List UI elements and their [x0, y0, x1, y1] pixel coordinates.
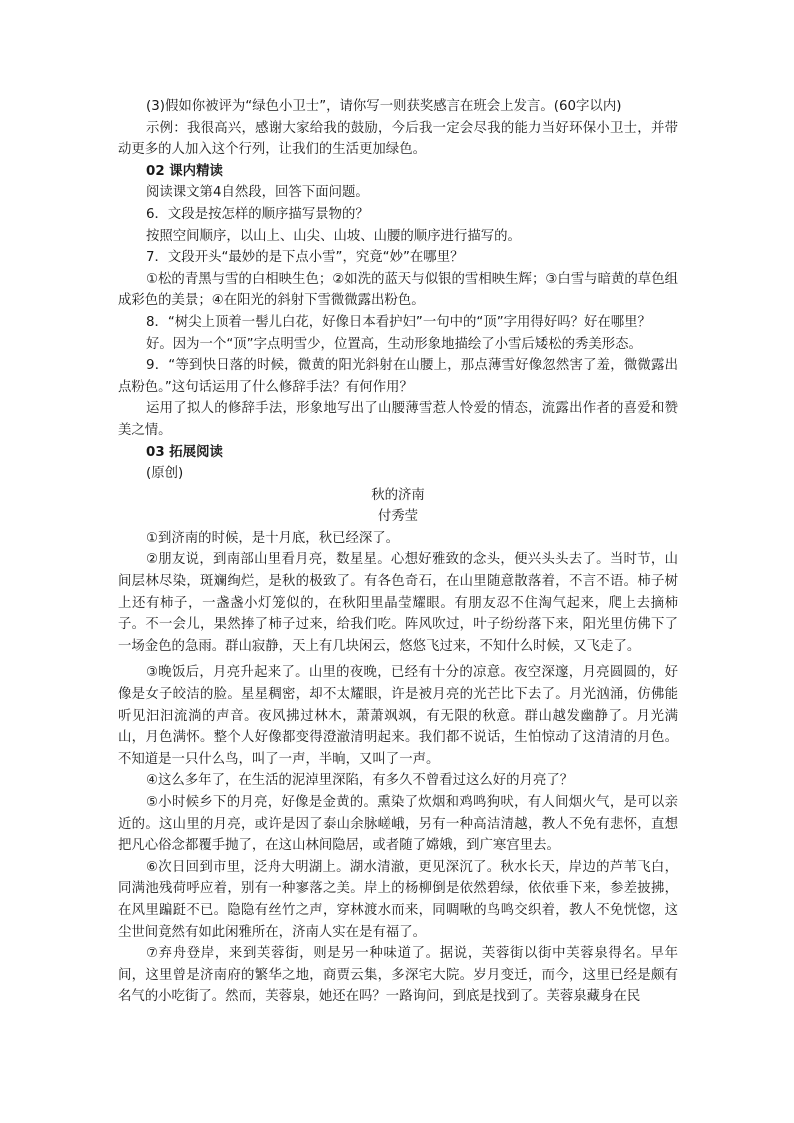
article-paragraph-2: ②朋友说，到南部山里看月亮，数星星。心想好雅致的念头，便兴头头去了。当时节，山间层林尽染，斑斓绚烂，是秋的极致了。有各色奇石，在山里随意散落着，不言不语。柿子树上还有柿子，一盏盏小灯笼似的，在秋阳里晶莹耀眼。有朋友忍不住淘气起来，爬上去摘柿子。不一会儿，果然捧了柿子过来，给我们吃。阵风吹过，叶子纷纷落下来，阳光里仿佛下了一场金色的急雨。群山寂静，天上有几块闲云，悠悠飞过来，不知什么时候，又飞走了。 — [118, 552, 678, 654]
article-paragraph-6: ⑥次日回到市里，泛舟大明湖上。湖水清澈，更见深沉了。秋水长天，岸边的芦苇飞白，同满池残荷呼应着，别有一种寥落之美。岸上的杨柳倒是依然碧绿，依依垂下来，参差披拂，在风里蹁跹不已。隐隐有丝竹之声，穿林渡水而来，同啁啾的鸟鸣交织着，教人不免恍惚，这尘世间竟然有如此闲雅所在，济南人实在是有福了。 — [118, 859, 678, 940]
source-note: (原创) — [146, 466, 184, 482]
answer-9: 运用了拟人的修辞手法，形象地写出了山腰薄雪惹人怜爱的情态，流露出作者的喜爱和赞美之情。 — [118, 401, 678, 438]
article-paragraph-3: ③晚饭后，月亮升起来了。山里的夜晚，已经有十分的凉意。夜空深邃，月亮圆圆的，好像是女子皎洁的脸。星星稠密，却不太耀眼，许是被月亮的光芒比下去了。月光汹涌，仿佛能听见汩汩流淌的声音。夜风拂过林木，萧萧飒飒，有无限的秋意。群山越发幽静了。月光满山，月色满怀。整个人好像都变得澄澈清明起来。我们都不说话，生怕惊动了这清清的月色。不知道是一只什么鸟，叫了一声，半晌，又叫了一声。 — [118, 665, 678, 767]
article-title: 秋的济南 — [371, 487, 425, 503]
reading-instruction: 阅读课文第4自然段，回答下面问题。 — [146, 185, 369, 201]
document-page — [118, 96, 678, 1008]
question-7: 7．文段开头“最妙的是下点小雪”，究竟“妙”在哪里？ — [146, 250, 464, 266]
article-paragraph-5: ⑤小时候乡下的月亮，好像是金黄的。熏染了炊烟和鸡鸣狗吠，有人间烟火气，是可以亲近的。这山里的月亮，或许是因了泰山余脉嵯峨，另有一种高洁清越，教人不免有悲怀，直想把凡心俗念都覆手抛了，在这山林间隐居，或者随了嫦娥，到广寒宫里去。 — [118, 795, 678, 854]
article-author: 付秀莹 — [377, 509, 419, 525]
section-heading-intensive-reading: 02 课内精读 — [146, 163, 223, 179]
article-paragraph-7: ⑦弃舟登岸，来到芙蓉街，则是另一种味道了。据说，芙蓉街以街中芙蓉泉得名。早年间，这里曾是济南府的繁华之地，商贾云集，多深宅大院。岁月变迁，而今，这里已经是颇有名气的小吃街了。然而，芙蓉泉，她还在吗？一路询问，到底是找到了。芙蓉泉藏身在民 — [118, 946, 678, 1005]
question-3-prompt: (3)假如你被评为“绿色小卫士”，请你写一则获奖感言在班会上发言。(60字以内) — [146, 99, 622, 114]
answer-3-example: 示例：我很高兴，感谢大家给我的鼓励，今后我一定会尽我的能力当好环保小卫士，并带动更多的人加入这个行列，让我们的生活更加绿色。 — [118, 120, 678, 158]
answer-6: 按照空间顺序，以山上、山尖、山坡、山腰的顺序进行描写的。 — [146, 228, 521, 244]
question-9: 9．“等到快日落的时候，微黄的阳光斜射在山腰上，那点薄雪好像忽然害了羞，微微露出点粉色。”这句话运用了什么修辞手法？有何作用？ — [118, 358, 678, 395]
article-paragraph-1: ①到济南的时候，是十月底，秋已经深了。 — [146, 530, 400, 546]
question-6: 6．文段是按怎样的顺序描写景物的？ — [146, 206, 369, 222]
section-heading-extended-reading: 03 拓展阅读 — [146, 444, 223, 460]
question-8: 8．“树尖上顶着一髻儿白花，好像日本看护妇”一句中的“顶”字用得好吗？好在哪里？ — [146, 314, 651, 330]
answer-7: ①松的青黑与雪的白相映生色；②如洗的蓝天与似银的雪相映生辉；③白雪与暗黄的草色组成彩色的美景；④在阳光的斜射下雪微微露出粉色。 — [118, 271, 678, 309]
article-paragraph-4: ④这么多年了，在生活的泥淖里深陷，有多久不曾看过这么好的月亮了？ — [146, 773, 574, 789]
answer-8: 好。因为一个“顶”字点明雪少，位置高，生动形象地描绘了小雪后矮松的秀美形态。 — [146, 336, 642, 352]
